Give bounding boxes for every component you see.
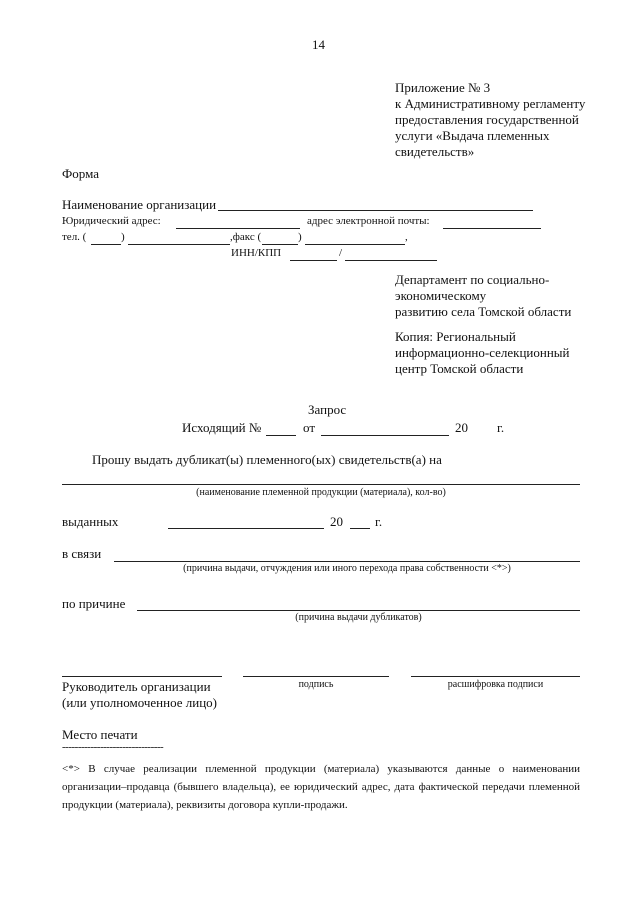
copy-to-block: [395, 329, 615, 377]
reason-field[interactable]: [137, 610, 580, 611]
appendix-block: [395, 80, 615, 160]
page-number: 14: [312, 37, 325, 52]
copy-to-line: Копия: Региональный: [395, 329, 516, 344]
issued-label: выданных: [62, 514, 119, 529]
seal-label: Место печати: [62, 727, 138, 742]
recipient-line: развитию села Томской области: [395, 304, 572, 319]
recipient-line: Департамент по социально-: [395, 272, 550, 287]
appendix-line: к Административному регламенту: [395, 96, 586, 111]
inn-label: ИНН/КПП: [231, 247, 282, 259]
outgoing-date-field[interactable]: [321, 435, 449, 436]
head-label: Руководитель организации: [62, 679, 211, 694]
issued-date-field[interactable]: [168, 528, 324, 529]
head-label-sub: (или уполномоченное лицо): [62, 695, 217, 710]
phone-number-field[interactable]: [128, 244, 230, 245]
inn-field[interactable]: [290, 260, 337, 261]
product-field[interactable]: [62, 484, 580, 485]
inn-slash: /: [339, 247, 343, 259]
request-intro: Прошу выдать дубликат(ы) племенного(ых) свидетельств(а) на: [92, 452, 442, 467]
signature-decode-field[interactable]: [411, 676, 580, 677]
appendix-line: предоставления государственной: [395, 112, 579, 127]
product-caption: (наименование племенной продукции (материала), кол-во): [196, 487, 446, 498]
issued-year-field[interactable]: [350, 528, 370, 529]
recipient-block: [395, 272, 615, 320]
email-field[interactable]: [443, 228, 541, 229]
reason-label: по причине: [62, 596, 126, 611]
appendix-line: Приложение № 3: [395, 80, 491, 95]
org-name-label: Наименование организации: [62, 197, 217, 212]
appendix-line: свидетельств»: [395, 144, 475, 159]
issued-year-suffix: г.: [375, 514, 383, 529]
outgoing-label: Исходящий №: [182, 420, 262, 435]
phone-close: ): [121, 231, 125, 243]
fax-close: ): [298, 231, 302, 243]
phone-label: тел. (: [62, 231, 87, 243]
reason-caption: (причина выдачи дубликатов): [295, 612, 422, 623]
org-name-field[interactable]: [218, 210, 533, 211]
fax-number-field[interactable]: [305, 244, 405, 245]
year-prefix: 20: [455, 420, 468, 435]
email-label: адрес электронной почты:: [307, 215, 430, 227]
head-field[interactable]: [62, 676, 222, 677]
from-label: от: [303, 420, 316, 435]
kpp-field[interactable]: [345, 260, 437, 261]
footnote-separator: --------------------------------: [62, 741, 164, 753]
copy-to-line: центр Томской области: [395, 361, 524, 376]
fax-label: ,факс (: [230, 231, 262, 243]
legal-address-field[interactable]: [176, 228, 300, 229]
phone-code-field[interactable]: [91, 244, 121, 245]
year-suffix: г.: [497, 420, 505, 435]
due-label: в связи: [62, 546, 102, 561]
signature-caption: подпись: [298, 679, 334, 690]
fax-code-field[interactable]: [262, 244, 298, 245]
due-caption: (причина выдачи, отчуждения или иного перехода права собственности <*>): [183, 563, 511, 574]
signature-decode-caption: расшифровка подписи: [447, 679, 544, 690]
legal-address-label: Юридический адрес:: [62, 215, 161, 227]
signature-field[interactable]: [243, 676, 389, 677]
request-title: Запрос: [308, 402, 347, 417]
fax-comma: ,: [405, 231, 408, 243]
copy-to-line: информационно-селекционный: [395, 345, 570, 360]
outgoing-number-field[interactable]: [266, 435, 296, 436]
appendix-line: услуги «Выдача племенных: [395, 128, 550, 143]
recipient-line: экономическому: [395, 288, 487, 303]
issued-year-prefix: 20: [330, 514, 343, 529]
footnote: <*> В случае реализации племенной продукции (материала) указываются данные о наименовании организации–продавца (бывшего владельца), ее юридический адрес, дата фактической передачи племенной продукции (материала), реквизиты договора купли-продажи.: [62, 763, 580, 811]
form-label: Форма: [62, 166, 99, 181]
due-field[interactable]: [114, 561, 580, 562]
